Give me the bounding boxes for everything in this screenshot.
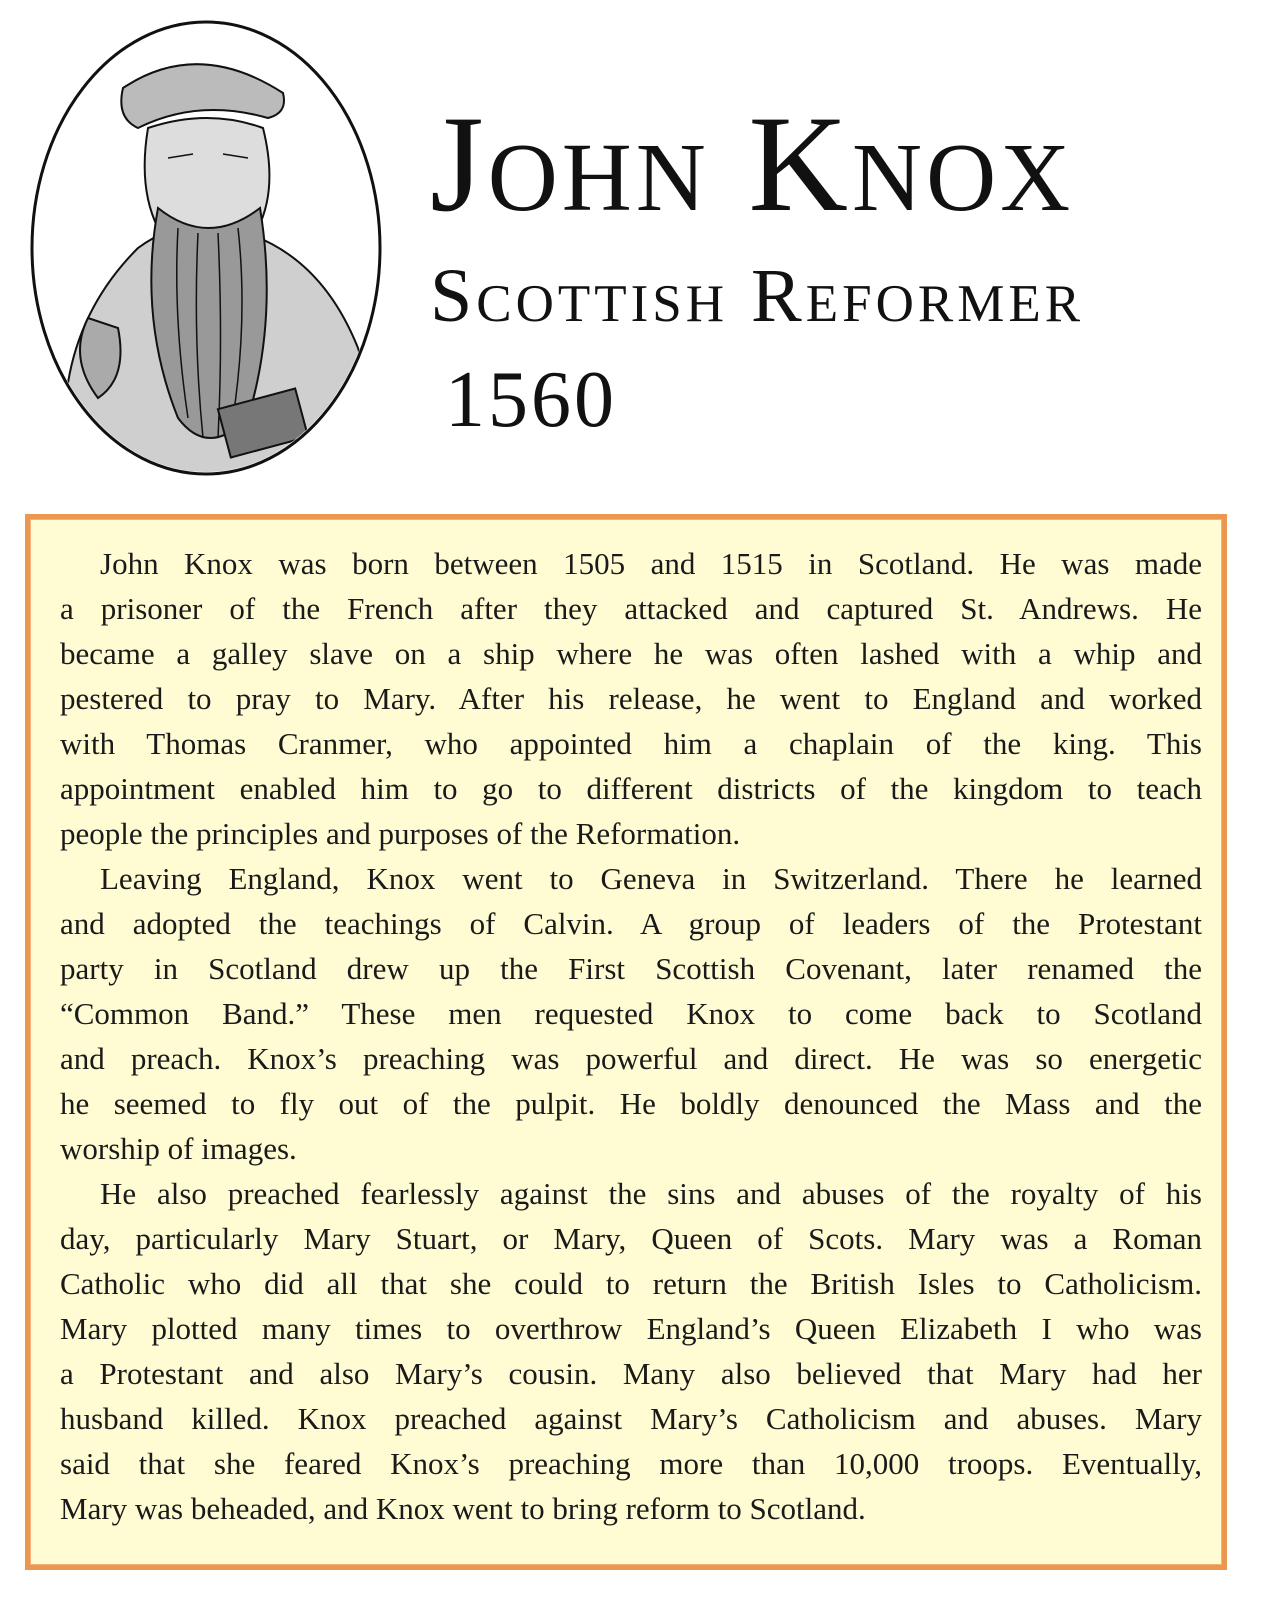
text-line: said that she feared Knox’s preaching more than 10,000 troops. Eventually, — [60, 1446, 1202, 1481]
subtitle-role: Scottish Reformer — [430, 254, 1085, 338]
text-line: Mary plotted many times to overthrow England’s Queen Elizabeth I who was — [60, 1311, 1202, 1346]
text-line: “Common Band.” These men requested Knox to come back to Scotland — [60, 996, 1202, 1031]
biography-text-box — [25, 514, 1227, 1570]
text-line: became a galley slave on a ship where he was often lashed with a whip and — [60, 636, 1202, 671]
text-line: day, particularly Mary Stuart, or Mary, Queen of Scots. Mary was a Roman — [60, 1221, 1202, 1256]
text-line: with Thomas Cranmer, who appointed him a chaplain of the king. This — [60, 726, 1202, 761]
text-line: he seemed to fly out of the pulpit. He boldly denounced the Mass and the — [60, 1086, 1202, 1121]
text-line: and adopted the teachings of Calvin. A group of leaders of the Protestant — [60, 906, 1202, 941]
text-line: a prisoner of the French after they attacked and captured St. Andrews. He — [60, 591, 1202, 626]
john-knox-portrait-engraving — [28, 18, 384, 478]
text-line: appointment enabled him to go to different districts of the kingdom to teach — [60, 771, 1202, 806]
text-line: John Knox was born between 1505 and 1515 in Scotland. He was made — [100, 546, 1202, 581]
text-line: party in Scotland drew up the First Scottish Covenant, later renamed the — [60, 951, 1202, 986]
text-line: Catholic who did all that she could to return the British Isles to Catholicism. — [60, 1266, 1202, 1301]
text-line: worship of images. — [60, 1131, 297, 1166]
text-line: people the principles and purposes of the Reformation. — [60, 816, 741, 851]
text-line: pestered to pray to Mary. After his release, he went to England and worked — [60, 681, 1202, 716]
year: 1560 — [445, 356, 617, 444]
text-line: and preach. Knox’s preaching was powerful and direct. He was so energetic — [60, 1041, 1202, 1076]
text-line: Mary was beheaded, and Knox went to bring reform to Scotland. — [60, 1491, 866, 1526]
biography-text — [60, 541, 1202, 1531]
text-line: a Protestant and also Mary’s cousin. Many also believed that Mary had her — [60, 1356, 1202, 1391]
text-line: Leaving England, Knox went to Geneva in Switzerland. There he learned — [100, 861, 1202, 896]
text-line: He also preached fearlessly against the sins and abuses of the royalty of his — [100, 1176, 1202, 1211]
page-title: John Knox — [430, 87, 1075, 240]
text-line: husband killed. Knox preached against Mary’s Catholicism and abuses. Mary — [60, 1401, 1202, 1436]
